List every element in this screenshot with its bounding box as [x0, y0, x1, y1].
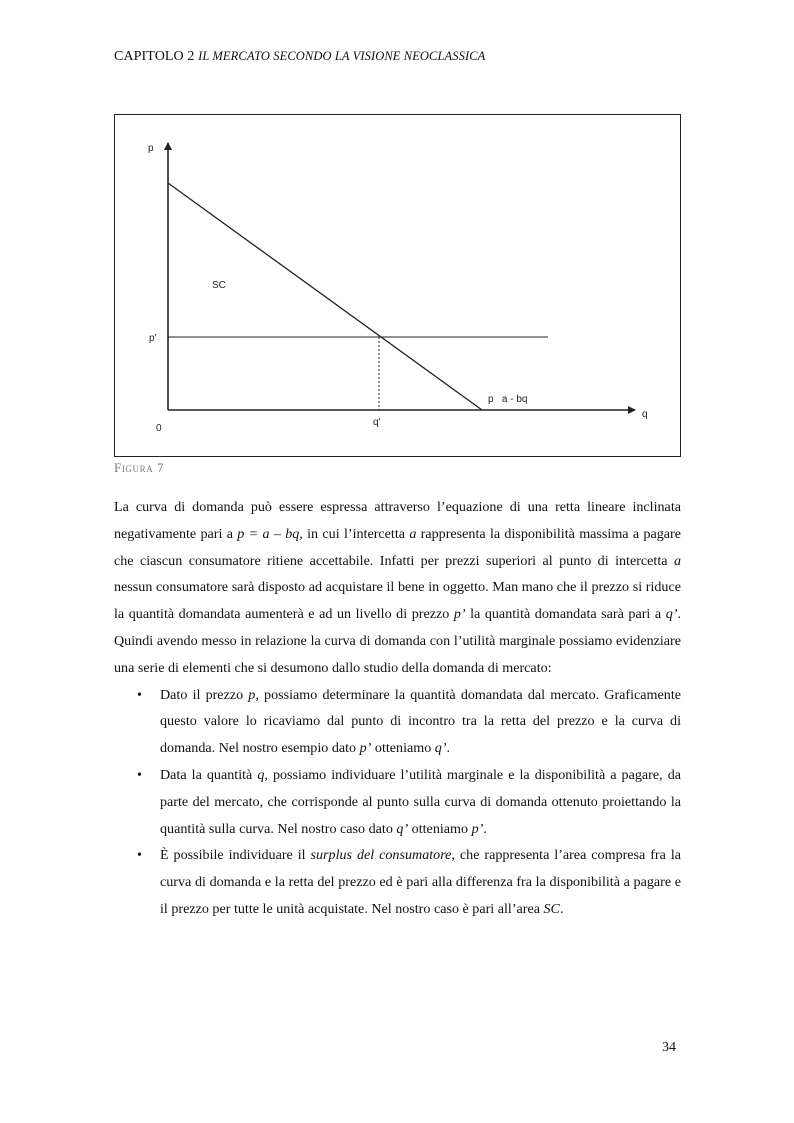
text-run: , possiamo individuare l’utilità marginale e la disponibilità a pagare, da parte del mercato, che corrisponde al punto sulla curva di domanda ottenuto proiettando la quantità sulla curva. Nel nostro caso dato [160, 766, 681, 837]
y-axis-label: p [148, 143, 154, 154]
text-run: La curva di domanda può essere espressa attraverso l’equazione di una retta lineare inclinata negativamente pari a [114, 499, 681, 542]
figure-caption: Figura 7 [114, 460, 165, 475]
text-run: otteniamo [371, 740, 435, 757]
bullet-icon: • [137, 847, 142, 864]
surplus-area-label: SC [212, 280, 226, 291]
list-item [114, 762, 681, 842]
variable: SC [543, 900, 560, 917]
text-run: rappresenta la disponibilità massima a pagare che ciascun consumatore ritiene accettabile. Infatti per prezzi superiori al punto di intercetta [114, 525, 681, 569]
text-run: Dato il prezzo [160, 686, 249, 703]
text-run: otteniamo [408, 820, 472, 837]
variable: q’ [434, 740, 447, 757]
demand-curve-diagram [115, 115, 682, 458]
chapter-subtitle: IL MERCATO SECONDO LA VISIONE NEOCLASSICA [198, 49, 486, 63]
price-label: p' [149, 333, 157, 344]
list-item [114, 682, 681, 762]
bullet-list [114, 682, 681, 923]
text-run: che rappresenta l’area compresa fra la curva di domanda e la retta del prezzo ed è pari alla differenza fra la disponibilità a pagare e il prezzo per tutte le unità acquistate. Nel nostro caso è pari all’area [160, 847, 681, 917]
bullet-icon: • [137, 766, 142, 783]
main-paragraph [114, 494, 681, 682]
text-run: Data la quantità [160, 766, 258, 783]
variable: a [409, 525, 417, 542]
text-run: . [559, 900, 564, 917]
quantity-label: q' [373, 417, 381, 428]
text-run: . Quindi avendo messo in relazione la curva di domanda con l’utilità marginale possiamo evidenziare una serie di elementi che si desumono dallo studio della domanda di mercato: [114, 606, 681, 676]
chapter-label: CAPITOLO 2 [114, 49, 195, 64]
body-text [114, 494, 681, 923]
list-item [114, 842, 681, 922]
origin-label: 0 [156, 423, 162, 434]
variable: a [673, 552, 681, 569]
variable: p’ [471, 820, 484, 837]
variable: q’ [665, 606, 678, 623]
equation: p = a – bq, [237, 525, 303, 542]
text-run: , possiamo determinare la quantità domandata dal mercato. Graficamente questo valore lo ricaviamo dal punto di incontro tra la retta del prezzo e la curva di domanda. Nel nostro esempio dato [160, 686, 681, 757]
text-run: . [483, 820, 487, 837]
text-run: . [446, 740, 451, 757]
text-run: in cui l’intercetta [302, 525, 410, 542]
variable: p [248, 686, 256, 703]
variable: p’ [453, 606, 466, 623]
bullet-icon: • [137, 686, 142, 703]
text-run: nessun consumatore sarà disposto ad acquistare il bene in oggetto. Man mano che il prezzo si riduce la quantità domandata aumenterà e ad un livello di prezzo [114, 579, 681, 623]
curve-equation-label: p a - bq [488, 394, 528, 405]
variable: q [257, 766, 265, 783]
variable: p’ [359, 740, 372, 757]
variable: q’ [396, 820, 409, 837]
x-axis-label: q [642, 409, 648, 420]
figure-7 [114, 114, 681, 457]
page-number: 34 [662, 1040, 676, 1055]
emphasis: surplus del consumatore, [310, 847, 455, 864]
text-run: la quantità domandata sarà pari a [465, 606, 666, 623]
running-header [114, 49, 485, 65]
text-run: È possibile individuare il [160, 847, 311, 864]
demand-curve [168, 183, 482, 410]
